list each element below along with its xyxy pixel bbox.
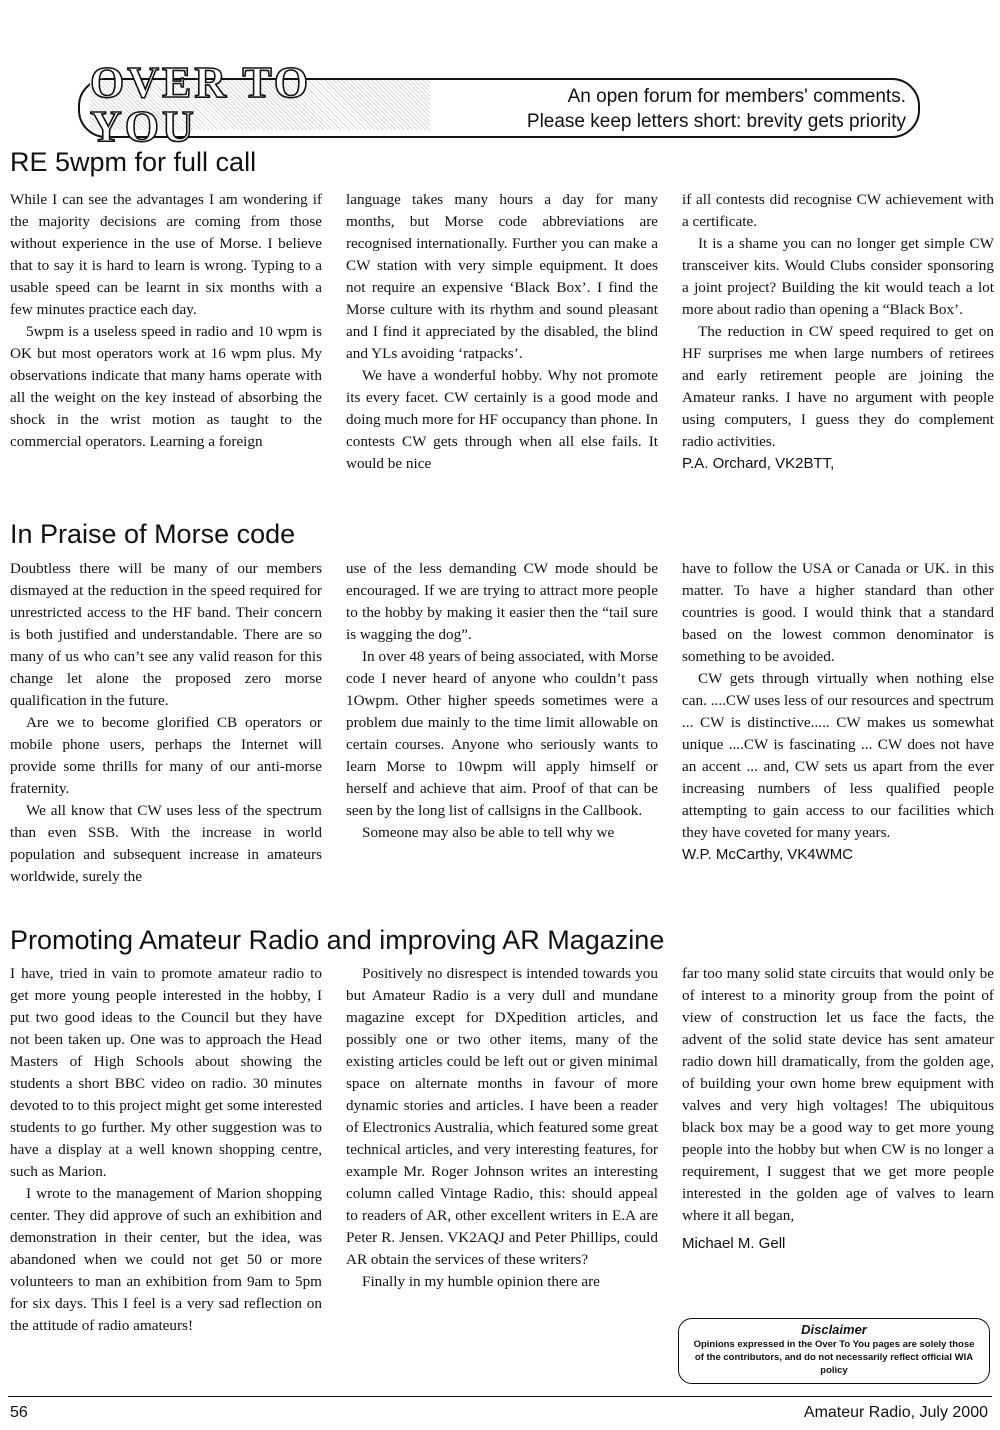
letter-1-signature: P.A. Orchard, VK2BTT,	[682, 455, 835, 472]
paragraph: We have a wonderful hobby. Why not promote its every facet. CW certainly is a good mode and doing much more for HF occupancy than phone. In contests CW gets through when all else fails. It would be nice	[346, 367, 658, 472]
disclaimer-title: Disclaimer	[801, 1322, 867, 1337]
over-to-you-logo	[90, 58, 430, 151]
paragraph: In over 48 years of being associated, with Morse code I never heard of anyone who couldn’t pass 1Owpm. Other higher speeds sometimes were a problem due mainly to the time limit allowable on certain courses. Anyone who seriously wants to learn Morse to 10wpm will apply himself or herself and achieve that aim. Proof of that can be seen by the long list of callsigns in the Callbook.	[346, 648, 658, 819]
letter-3-column-3	[682, 963, 994, 1255]
letter-3-column-1	[10, 963, 322, 1337]
paragraph: Are we to become glorified CB operators or mobile phone users, perhaps the Internet will provide some thrills for many of our anti-morse fraternity.	[10, 714, 322, 797]
paragraph: It is a shame you can no longer get simple CW transceiver kits. Would Clubs consider sponsoring a joint project? Building the kit would teach a lot more about radio than opening a “Black Box’.	[682, 235, 994, 318]
paragraph: have to follow the USA or Canada or UK. in this matter. To have a higher standard than other countries is good. I would think that a standard based on the lowest common denominator is something to be avoided.	[682, 560, 994, 665]
letter-1-title: RE 5wpm for full call	[10, 147, 257, 177]
letter-1-column-2	[346, 189, 658, 475]
page-number: 56	[10, 1404, 28, 1421]
logo-text: OVER TO YOU	[90, 58, 312, 151]
paragraph: The reduction in CW speed required to get on HF surprises me when large numbers of retirees and early retirement people are joining the Amateur ranks. I have no argument with people using computers, I guess they do complement radio activities.	[682, 323, 994, 450]
letter-2-column-1	[10, 558, 322, 888]
paragraph: if all contests did recognise CW achievement with a certificate.	[682, 191, 994, 230]
paragraph: language takes many hours a day for many months, but Morse code abbreviations are recognised internationally. Further you can make a CW station with very simple equipment. It does not require an expensive ‘Black Box’. I find the Morse culture with its rhythm and sound pleasant and I find it appreciated by the disabled, the blind and YLs avoiding ‘ratpacks’.	[346, 191, 658, 362]
paragraph: Someone may also be able to tell why we	[362, 824, 615, 841]
tagline-line-2: Please keep letters short: brevity gets priority	[526, 111, 906, 132]
letter-2-title: In Praise of Morse code	[10, 519, 296, 549]
paragraph: Finally in my humble opinion there are	[362, 1273, 600, 1290]
paragraph: While I can see the advantages I am wondering if the majority decisions are coming from those without experience in the use of Morse. I believe that to say it is hard to learn is wrong. Typing to a usable speed can be learnt in six months with a few minutes practice each day.	[10, 191, 322, 318]
paragraph: far too many solid state circuits that would only be of interest to a minority group from the point of view of construction let us face the facts, the advent of the solid state device has sent amateur radio down hill dramatically, from the golden age, of building your own home brew equipment with valves and very high voltages! The ubiquitous black box may be a good way to get more young people into the hobby but when CW is no longer a requirement, I suggest that we get more people interested in the golden age of valves to learn where it all began,	[682, 965, 994, 1224]
paragraph: We all know that CW uses less of the spectrum than even SSB. With the increase in world population and subsequent increase in amateurs worldwide, surely the	[10, 802, 322, 885]
banner-tagline	[440, 84, 906, 134]
letter-1-column-1	[10, 189, 322, 453]
letter-2-column-3	[682, 558, 994, 866]
disclaimer-box	[678, 1318, 990, 1384]
disclaimer-body: Opinions expressed in the Over To You pages are solely those of the contributors, and do not necessarily reflect official WIA policy	[693, 1339, 975, 1376]
paragraph: Positively no disrespect is intended towards you but Amateur Radio is a very dull and mundane magazine except for DXpedition articles, and possibly one or two other items, many of the existing articles could be left out or given minimal space on alternate months in favour of more dynamic stories and articles. I have been a reader of Electronics Australia, which featured some great technical articles, and very interesting features, for example Mr. Roger Johnson writes an interesting column called Vintage Radio, this: should appeal to readers of AR, other excellent writers in E.A are Peter R. Jensen. VK2AQJ and Peter Phillips, could AR obtain the services of these writers?	[346, 965, 658, 1268]
footer-rule	[8, 1396, 992, 1397]
paragraph: 5wpm is a useless speed in radio and 10 wpm is OK but most operators work at 16 wpm plus. My observations indicate that many hams operate with all the weight on the key instead of absorbing the shock in the wrist motion as taught to the commercial operators. Learning a foreign	[10, 323, 322, 450]
paragraph: I wrote to the management of Marion shopping center. They did approve of such an exhibition and demonstration in their center, but the idea, was abandoned when we could not get 50 or more volunteers to man an exhibition from 9am to 5pm for six days. This I feel is a very sad reflection on the attitude of radio amateurs!	[10, 1185, 322, 1334]
paragraph: Doubtless there will be many of our members dismayed at the reduction in the speed required for unrestricted access to the HF band. Their concern is both justified and understandable. There are so many of us who can’t see any valid reason for this change let alone the proposed zero morse qualification in the future.	[10, 560, 322, 709]
letter-3-column-2	[346, 963, 658, 1293]
paragraph: I have, tried in vain to promote amateur radio to get more young people interested in the hobby, I put two good ideas to the Council but they have not been taken up. One was to approach the Head Masters of High Schools about showing the students a short BBC video on radio. 30 minutes devoted to to this project might get some interested students to go further. My other suggestion was to have a display at a well known shopping centre, such as Marion.	[10, 965, 322, 1180]
paragraph: use of the less demanding CW mode should be encouraged. If we are trying to attract more people to the hobby by making it easier then the “tail sure is wagging the dog”.	[346, 560, 658, 643]
letter-3-title: Promoting Amateur Radio and improving AR Magazine	[10, 925, 665, 955]
paragraph: CW gets through virtually when nothing else can. ....CW uses less of our resources and spectrum ... CW is distinctive..... CW makes us somewhat unique ....CW is fascinating ... CW does not have an accent ... and, CW sets us apart from the ever increasing numbers of less qualified people attempting to gain access to our facilities which they have coveted for many years.	[682, 670, 994, 841]
letter-1-column-3	[682, 189, 994, 475]
letter-3-signature: Michael M. Gell	[682, 1235, 786, 1252]
letter-2-signature: W.P. McCarthy, VK4WMC	[682, 846, 854, 863]
letter-2-column-2	[346, 558, 658, 844]
publication-info: Amateur Radio, July 2000	[803, 1404, 988, 1421]
tagline-line-1: An open forum for members' comments.	[567, 86, 906, 107]
